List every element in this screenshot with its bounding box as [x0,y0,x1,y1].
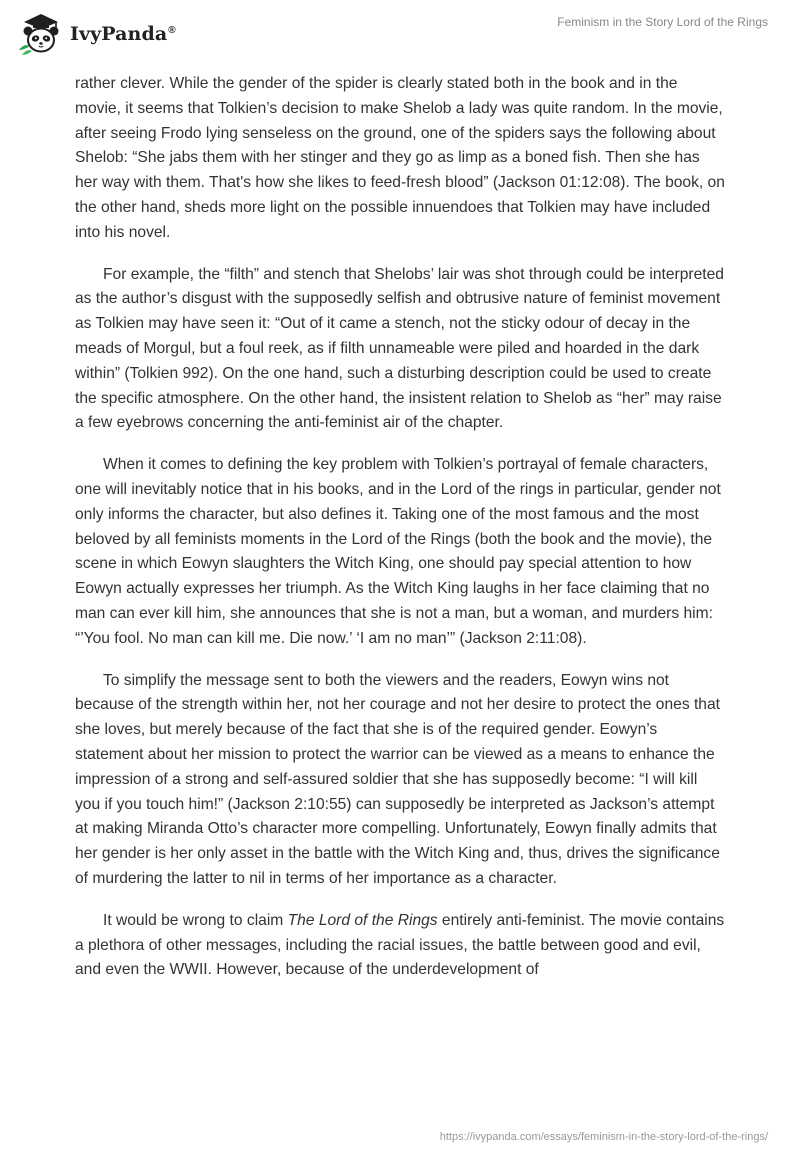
book-title-italic: The Lord of the Rings [287,911,438,929]
paragraph-3: When it comes to defining the key problem with Tolkien’s portrayal of female characters, one will inevitably notice that in his books, and in the Lord of the rings in particular, gender not only informs the character, but also defines it. Taking one of the most famous and the most beloved by all feminists moments in the Lord of the Rings (both the book and the movie), the scene in which Eowyn slaughters the Witch King, one should pay special attention to how Eowyn actually expresses her triumph. As the Witch King laughs in her face claiming that no man can ever kill him, she announces that she is not a man, but a woman, and murders him: “’You fool. No man can kill me. Die now.’ ‘I am no man’” (Jackson 2:11:08). [75,456,721,647]
paragraph-5 [75,909,725,983]
panda-graduate-icon [16,10,66,56]
page-header [0,0,800,64]
registered-mark: ® [168,24,176,36]
paragraph-1: rather clever. While the gender of the spider is clearly stated both in the book and in the movie, it seems that Tolkien’s decision to make Shelob a lady was quite random. In the movie, after seeing Frodo lying senseless on the ground, one of the spiders says the following about Shelob: “She jabs them with her stinger and they go as limp as a boned fish. Then she has her way with them. That's how she likes to feed-fresh blood” (Jackson 01:12:08). The book, on the other hand, sheds more light on the possible innuendoes that Tolkien may have included into his novel. [75,75,725,241]
source-url[interactable]: https://ivypanda.com/essays/feminism-in-the-story-lord-of-the-rings/ [439,1131,768,1143]
paragraph-2: For example, the “filth” and stench that Shelobs’ lair was shot through could be interpreted as the author’s disgust with the supposedly selfish and obtrusive nature of feminist movement as Tolkien may have seen it: “Out of it came a stench, not the sticky odour of decay in the meads of Morgul, but a foul reek, as if filth unnameable were piled and hoarded in the dark within” (Tolkien 992). On the one hand, such a disturbing description could be used to create the specific atmosphere. On the other hand, the insistent relation to Shelob as “her” may raise a few eyebrows concerning the anti-feminist air of the chapter. [75,265,724,432]
brand-text: IvyPanda [70,23,168,45]
ivypanda-logo[interactable] [16,10,176,56]
document-title: Feminism in the Story Lord of the Rings [557,15,768,29]
paragraph-5-after: entirely anti-feminist. The movie contains a plethora of other messages, including the racial issues, the battle between good and evil, and even the WWII. However, because of the underdevelopment of [75,911,725,979]
brand-name [70,23,176,45]
paragraph-4: To simplify the message sent to both the viewers and the readers, Eowyn wins not because of the strength within her, not her courage and not her desire to protect the ones that she loves, but merely because of the fact that she is of the required gender. Eowyn’s statement about her mission to protect the warrior can be viewed as a means to enhance the impression of a strong and self-assured soldier that she has supposedly become: “I will kill you if you touch him!” (Jackson 2:10:55) can supposedly be interpreted as Jackson’s attempt at making Miranda Otto’s character more compelling. Unfortunately, Eowyn finally admits that her gender is her only asset in the battle with the Witch King and, thus, drives the significance of murdering the latter to nil in terms of her importance as a character. [75,671,720,887]
paragraph-5-before: It would be wrong to claim [103,911,288,929]
essay-body [75,72,725,1000]
